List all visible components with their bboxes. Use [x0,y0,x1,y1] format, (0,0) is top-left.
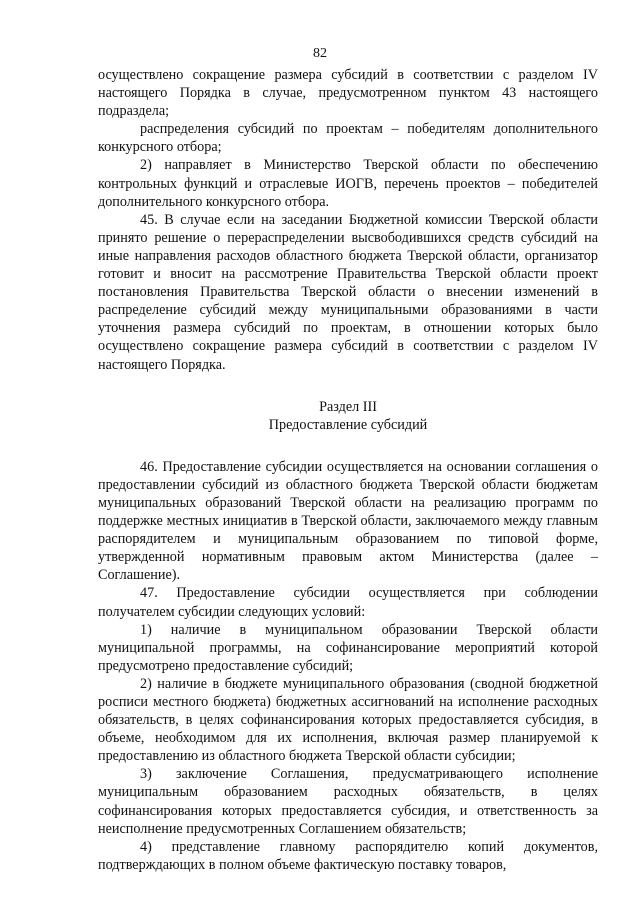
paragraph: 46. Предоставление субсидии осуществляется на основании соглашения о предоставлении субсидий из областного бюджета Тверской области бюджетам муниципальных образований Тверской области на реализацию программ по поддержке местных инициатив в Тверской области, заключаемого между главным распорядителем и муниципальным образованием по типовой форме, утвержденной нормативным правовым актом Министерства (далее – Соглашение). [98,458,598,584]
section-heading [98,398,598,434]
page-number: 82 [313,46,327,61]
paragraph: распределения субсидий по проектам – победителям дополнительного конкурсного отбора; [98,121,598,156]
section-number: Раздел III [319,398,377,415]
paragraph: осуществлено сокращение размера субсидий в соответствии с разделом IV настоящего Порядка в случае, предусмотренном пунктом 43 настоящего подраздела; [98,67,598,120]
paragraph: 47. Предоставление субсидии осуществляется при соблюдении получателем субсидии следующих условий: [98,585,598,620]
paragraph: 2) направляет в Министерство Тверской области по обеспечению контрольных функций и отраслевые ИОГВ, перечень проектов – победителей дополнительного конкурсного отбора. [98,157,598,210]
list-item: 4) представление главному распорядителю копий документов, подтверждающих в полном объеме фактическую поставку товаров, [98,838,598,873]
document-body [98,66,598,874]
list-item: 1) наличие в муниципальном образовании Тверской области муниципальной программы, на софинансирование мероприятий которой предусмотрено предоставление субсидий; [98,621,598,674]
paragraph: 45. В случае если на заседании Бюджетной комиссии Тверской области принято решение о перераспределении высвободившихся средств субсидий на иные направления расходов областного бюджета Тверской области, организатор готовит и вносит на рассмотрение Правительства Тверской области проект постановления Правительства Тверской области о внесении изменений в распределение субсидий между муниципальными образованиями в части уточнения размера субсидий по проектам, в отношении которых было осуществлено сокращение размера субсидий в соответствии с разделом IV настоящего Порядка. [98,211,598,373]
list-item: 2) наличие в бюджете муниципального образования (сводной бюджетной росписи местного бюджета) бюджетных ассигнований на исполнение расходных обязательств, в целях софинансирования которых предоставляется субсидия, в объеме, необходимом для их исполнения, включая размер планируемой к предоставлению из областного бюджета Тверской области субсидии; [98,675,598,765]
section-title: Предоставление субсидий [268,416,428,433]
list-item: 3) заключение Соглашения, предусматривающего исполнение муниципальным образованием расходных обязательств, в целях софинансирования которых предоставляется субсидия, и ответственность за неисполнение предусмотренных Соглашением обязательств; [98,766,598,837]
